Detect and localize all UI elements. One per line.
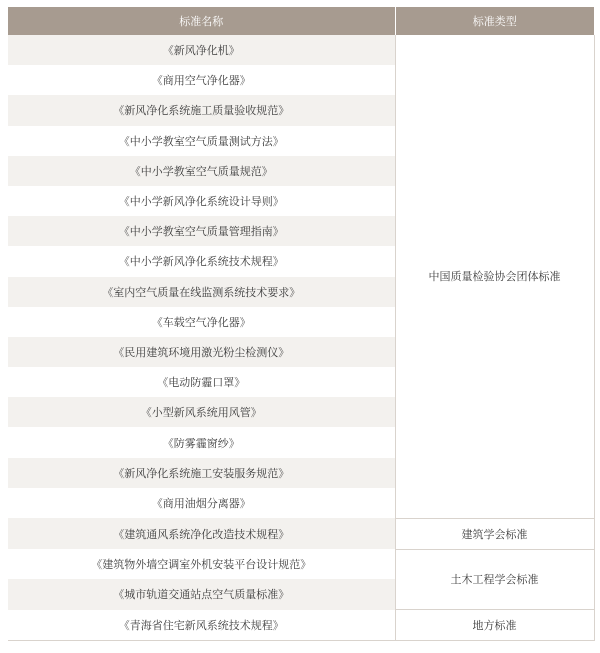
table-row xyxy=(8,518,594,549)
standard-name-cell: 《中小学教室空气质量管理指南》 xyxy=(8,216,395,246)
standard-name-cell: 《商用油烟分离器》 xyxy=(8,488,395,518)
standard-name-cell: 《中小学教室空气质量测试方法》 xyxy=(8,126,395,156)
header-standard-name: 标准名称 xyxy=(8,7,395,35)
standard-name-cell: 《中小学新风净化系统技术规程》 xyxy=(8,246,395,276)
table-header-row xyxy=(8,7,594,35)
standard-name-cell: 《电动防霾口罩》 xyxy=(8,367,395,397)
standard-name-cell: 《车载空气净化器》 xyxy=(8,307,395,337)
table-row xyxy=(8,35,594,65)
standards-table-container xyxy=(8,7,594,641)
standard-name-cell: 《新风净化机》 xyxy=(8,35,395,65)
standard-name-cell: 《新风净化系统施工质量验收规范》 xyxy=(8,95,395,125)
standard-name-cell: 《防雾霾窗纱》 xyxy=(8,427,395,457)
standards-table xyxy=(8,7,595,641)
standard-name-cell: 《新风净化系统施工安装服务规范》 xyxy=(8,458,395,488)
standard-name-cell: 《建筑通风系统净化改造技术规程》 xyxy=(8,518,395,549)
standard-name-cell: 《城市轨道交通站点空气质量标准》 xyxy=(8,579,395,609)
standard-name-cell: 《室内空气质量在线监测系统技术要求》 xyxy=(8,277,395,307)
standard-name-cell: 《中小学新风净化系统设计导则》 xyxy=(8,186,395,216)
header-standard-type: 标准类型 xyxy=(395,7,594,35)
standard-type-cell: 土木工程学会标准 xyxy=(395,549,594,609)
standard-type-cell: 中国质量检验协会团体标准 xyxy=(395,35,594,518)
standard-name-cell: 《中小学教室空气质量规范》 xyxy=(8,156,395,186)
standard-name-cell: 《商用空气净化器》 xyxy=(8,65,395,95)
standard-type-cell: 地方标准 xyxy=(395,610,594,641)
standard-name-cell: 《青海省住宅新风系统技术规程》 xyxy=(8,610,395,641)
standard-name-cell: 《建筑物外墙空调室外机安装平台设计规范》 xyxy=(8,549,395,579)
standard-name-cell: 《小型新风系统用风管》 xyxy=(8,397,395,427)
table-row xyxy=(8,549,594,579)
table-row xyxy=(8,610,594,641)
standard-type-cell: 建筑学会标准 xyxy=(395,518,594,549)
standard-name-cell: 《民用建筑环境用激光粉尘检测仪》 xyxy=(8,337,395,367)
